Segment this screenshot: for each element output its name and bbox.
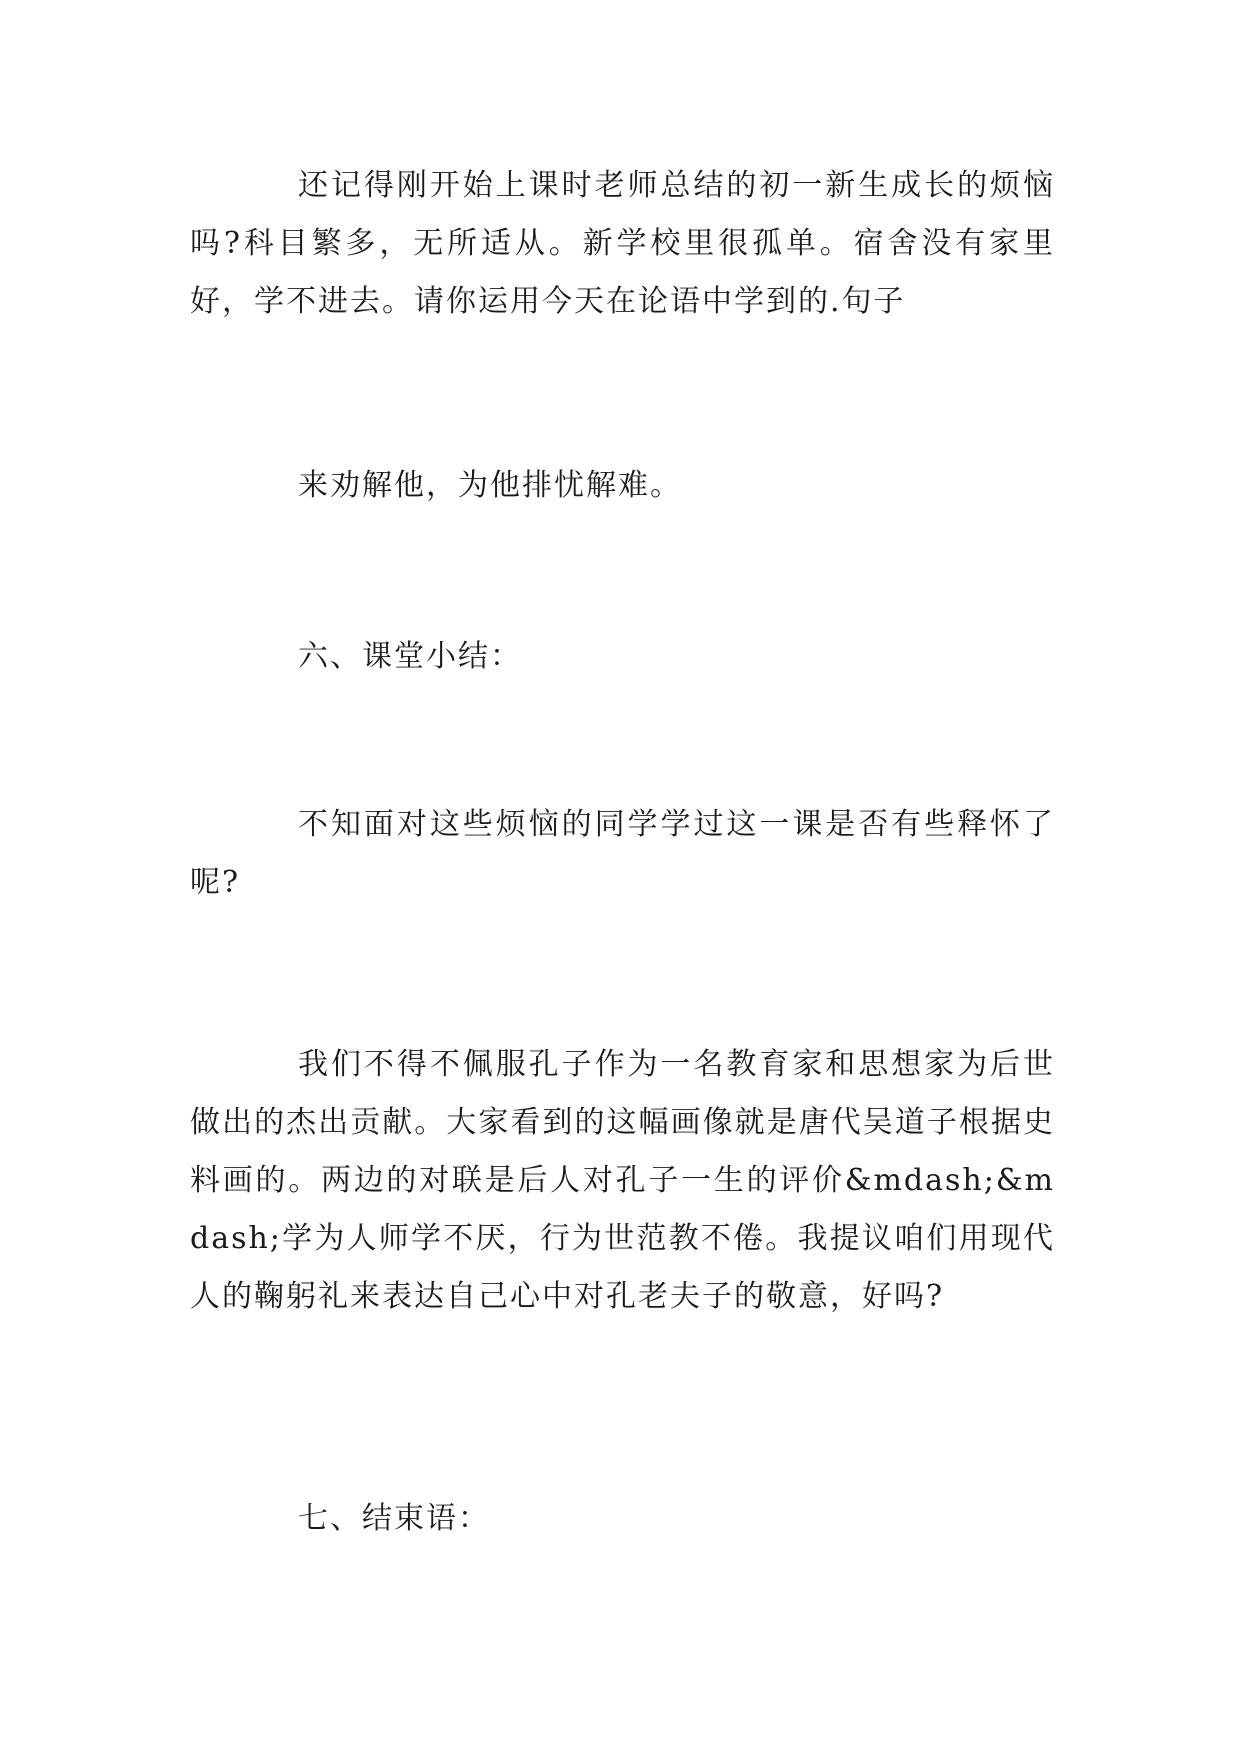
paragraph-confucius-tribute: 我们不得不佩服孔子作为一名教育家和思想家为后世做出的杰出贡献。大家看到的这幅画像就是唐代吴道子根据史料画的。两边的对联是后人对孔子一生的评价&mdash;&mdash;学为人师学不厌，行为世范教不倦。我提议咱们用现代人的鞠躬礼来表达自己心中对孔老夫子的敬意，好吗? [190,1047,1055,1314]
paragraph-persuade: 来劝解他，为他排忧解难。 [298,468,682,503]
paragraph-relief-question: 不知面对这些烦恼的同学学过这一课是否有些释怀了呢? [190,807,1055,900]
section-heading-closing: 七、结束语： [298,1501,490,1536]
paragraph-growth-worries: 还记得刚开始上课时老师总结的初一新生成长的烦恼吗?科目繁多，无所适从。新学校里很孤单。宿舍没有家里好，学不进去。请你运用今天在论语中学到的.句子 [190,168,1055,319]
section-heading-class-summary: 六、课堂小结： [298,639,522,674]
